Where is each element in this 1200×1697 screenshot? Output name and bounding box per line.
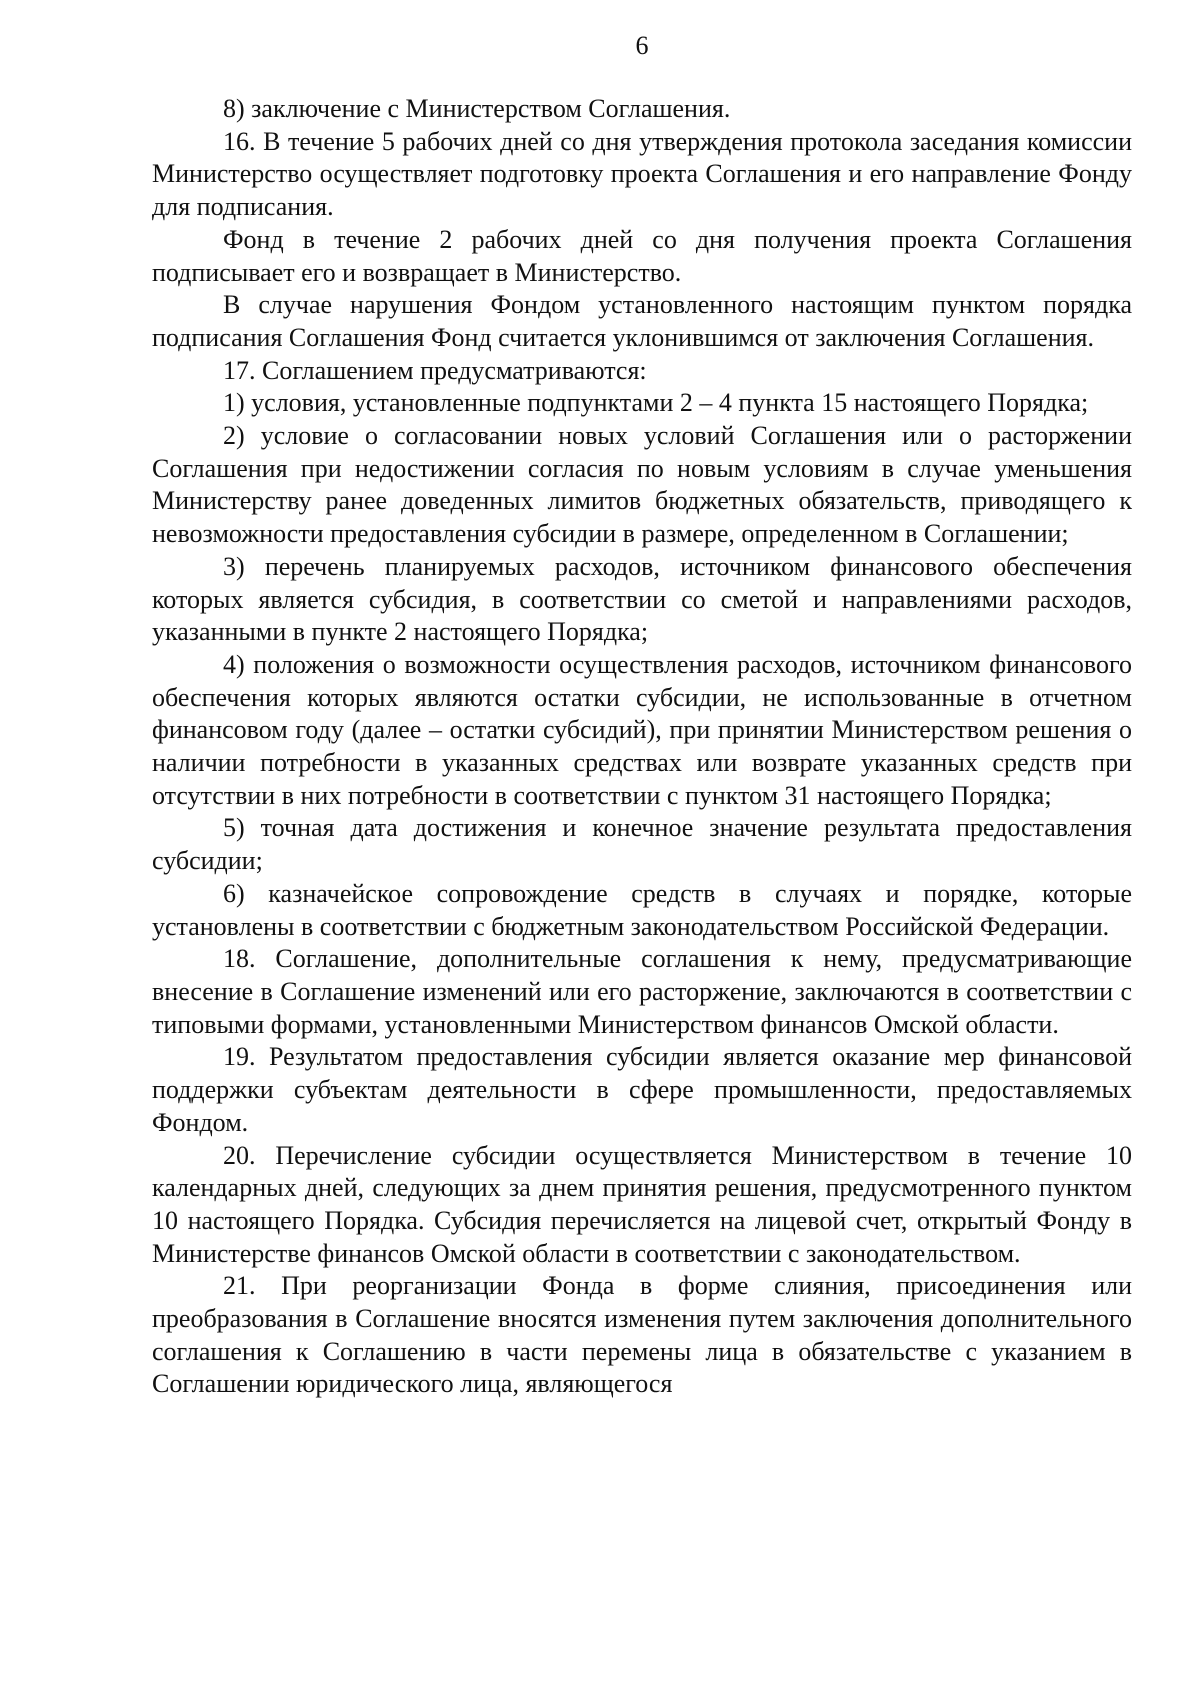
paragraph-17-item-6: 6) казначейское сопровождение средств в случаях и порядке, которые установлены в соответствии с бюджетным законодательством Российской Федерации. — [152, 878, 1132, 941]
paragraph-16-violation: В случае нарушения Фондом установленного настоящим пунктом порядка подписания Соглашения Фонд считается уклонившимся от заключения Соглашения. — [152, 290, 1132, 352]
paragraph-17: 17. Соглашением предусматриваются: — [223, 355, 647, 385]
paragraph-17-item-5: 5) точная дата достижения и конечное значение результата предоставления субсидии; — [152, 813, 1132, 876]
paragraph-17-item-2: 2) условие о согласовании новых условий Соглашения или о расторжении Соглашения при недостижении согласия по новым условиям в случае уменьшения Министерству ранее доведенных лимитов бюджетных обязательств, приводящего к невозможности предоставления субсидии в размере, определенном в Соглашении; — [152, 421, 1132, 549]
document-body — [152, 93, 1132, 1401]
paragraph-item-8: 8) заключение с Министерством Соглашения. — [223, 94, 731, 123]
paragraph-16: 16. В течение 5 рабочих дней со дня утверждения протокола заседания комиссии Министерство осуществляет подготовку проекта Соглашения и его направление Фонду для подписания. — [152, 126, 1132, 222]
paragraph-17-item-1: 1) условия, установленные подпунктами 2 – 4 пункта 15 настоящего Порядка; — [223, 388, 1089, 418]
paragraph-19: 19. Результатом предоставления субсидии является оказание мер финансовой поддержки субъектам деятельности в сфере промышленности, предоставляемых Фондом. — [152, 1042, 1132, 1137]
paragraph-21: 21. При реорганизации Фонда в форме слияния, присоединения или преобразования в Соглашение вносятся изменения путем заключения дополнительного соглашения к Соглашению в части перемены лица в обязательстве с указанием в Соглашении юридического лица, являющегося — [152, 1271, 1132, 1399]
paragraph-18: 18. Соглашение, дополнительные соглашения к нему, предусматривающие внесение в Соглашение изменений или его расторжение, заключаются в соответствии с типовыми формами, установленными Министерством финансов Омской области. — [152, 944, 1132, 1039]
paragraph-20: 20. Перечисление субсидии осуществляется Министерством в течение 10 календарных дней, следующих за днем принятия решения, предусмотренного пунктом 10 настоящего Порядка. Субсидия перечисляется на лицевой счет, открытый Фонду в Министерстве финансов Омской области в соответствии с законодательством. — [152, 1140, 1132, 1268]
paragraph-16-fund-signing: Фонд в течение 2 рабочих дней со дня получения проекта Соглашения подписывает его и возвращает в Министерство. — [152, 224, 1132, 287]
paragraph-17-item-4: 4) положения о возможности осуществления расходов, источником финансового обеспечения которых являются остатки субсидии, не использованные в отчетном финансовом году (далее – остатки субсидий), при принятии Министерством решения о наличии потребности в указанных средствах или возврате указанных средств при отсутствии в них потребности в соответствии с пунктом 31 настоящего Порядка; — [152, 649, 1132, 810]
page-number: 6 — [635, 31, 649, 60]
paragraph-17-item-3: 3) перечень планируемых расходов, источником финансового обеспечения которых является субсидия, в соответствии со сметой и направлениями расходов, указанными в пункте 2 настоящего Порядка; — [152, 551, 1132, 647]
